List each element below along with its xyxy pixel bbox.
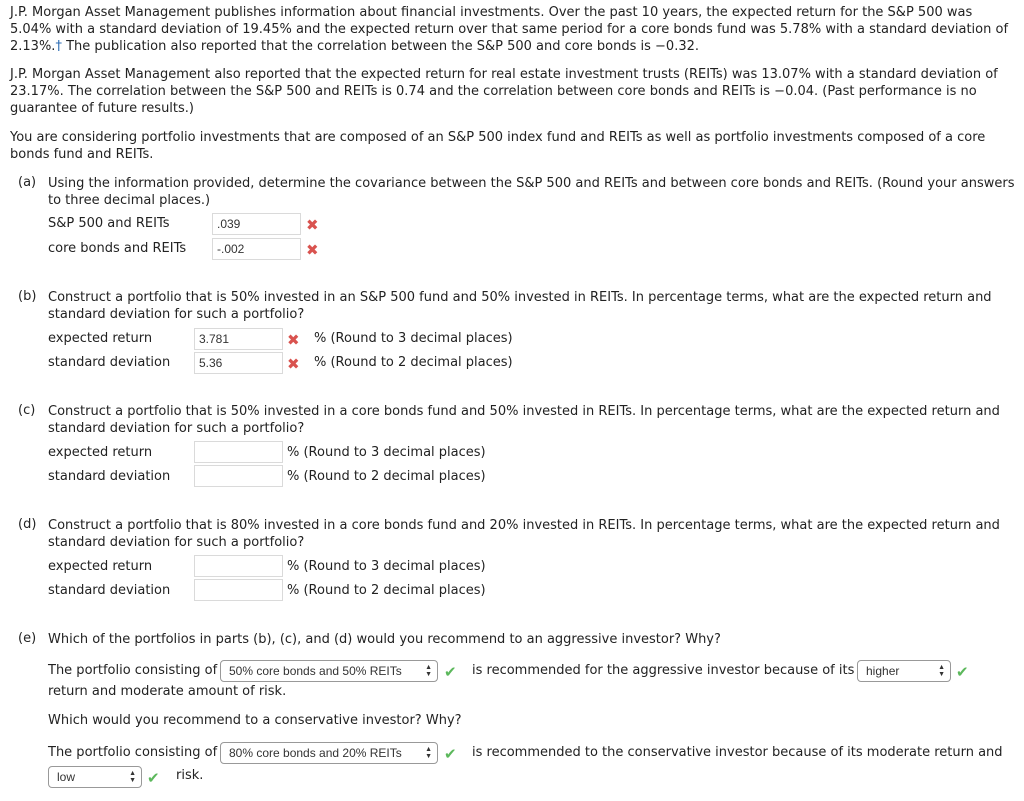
part-e-letter: (e) — [18, 631, 37, 646]
aggressive-suffix-text: return and moderate amount of risk. — [48, 684, 287, 699]
conservative-prefix-text: The portfolio consisting of — [48, 745, 218, 760]
conservative-reason-select[interactable] — [48, 766, 142, 788]
part-d-letter: (d) — [18, 517, 37, 532]
correct-check-icon: ✔ — [444, 663, 457, 681]
part-c-question: Construct a portfolio that is 50% invested in a core bonds fund and 50% invested in REITs. In percentage terms, what are the expected return and standard deviation for such a portfolio? — [48, 404, 1000, 436]
part-b-sd-input[interactable]: 5.36 — [194, 352, 283, 374]
aggressive-portfolio-select[interactable] — [220, 660, 438, 682]
select-updown-icon: ▲ ▼ — [425, 746, 432, 760]
part-a-row1-label: S&P 500 and REITs — [48, 216, 170, 231]
conservative-question: Which would you recommend to a conservative investor? Why? — [48, 713, 462, 728]
select-updown-icon: ▲ ▼ — [425, 664, 432, 678]
aggressive-prefix-text: The portfolio consisting of — [48, 663, 218, 678]
aggressive-reason-select[interactable] — [857, 660, 951, 682]
part-a-letter: (a) — [18, 175, 37, 190]
intro-paragraph-3: You are considering portfolio investments that are composed of an S&P 500 index fund and REITs as well as portfolio investments composed of a core bonds fund and REITs. — [10, 130, 986, 162]
part-b-letter: (b) — [18, 289, 37, 304]
conservative-portfolio-select[interactable] — [220, 742, 438, 764]
incorrect-x-icon: ✖ — [287, 331, 300, 349]
part-d-er-label: expected return — [48, 559, 153, 574]
intro-paragraph-1: J.P. Morgan Asset Management publishes information about financial investments. Over the past 10 years, the expected return for the S&P 500 was 5.04% with a standard deviation of 19.45% and the expected return over that same period for a core bonds fund was 5.78% with a standard deviation of 2.13%.† The publication also reported that the correlation between the S&P 500 and core bonds is −0.32. — [10, 5, 1009, 54]
part-a-row2-input[interactable]: -.002 — [212, 238, 301, 260]
part-c-sd-label: standard deviation — [48, 469, 171, 484]
part-b-er-hint: % (Round to 3 decimal places) — [314, 331, 513, 346]
part-a-row1-input[interactable]: .039 — [212, 213, 301, 235]
part-b-er-label: expected return — [48, 331, 153, 346]
part-b-er-input[interactable]: 3.781 — [194, 328, 283, 350]
part-c-letter: (c) — [18, 403, 36, 418]
correct-check-icon: ✔ — [956, 663, 969, 681]
part-d-er-input[interactable] — [194, 555, 283, 577]
conservative-middle-text: is recommended to the conservative investor because of its moderate return and — [472, 745, 1003, 760]
select-updown-icon: ▲ ▼ — [938, 664, 945, 678]
aggressive-portfolio-select-value: 50% core bonds and 50% REITs — [229, 664, 402, 678]
part-e-question: Which of the portfolios in parts (b), (c), and (d) would you recommend to an aggressive investor? Why? — [48, 632, 721, 647]
incorrect-x-icon: ✖ — [306, 241, 319, 259]
conservative-suffix-text: risk. — [176, 768, 204, 783]
conservative-reason-select-value: low — [57, 770, 76, 784]
part-d-sd-label: standard deviation — [48, 583, 171, 598]
part-d-sd-input[interactable] — [194, 579, 283, 601]
part-c-er-hint: % (Round to 3 decimal places) — [287, 445, 486, 460]
part-a-question: Using the information provided, determine the covariance between the S&P 500 and REITs and between core bonds and REITs. (Round your answers to three decimal places.) — [48, 176, 1015, 208]
aggressive-middle-text: is recommended for the aggressive investor because of its — [472, 663, 855, 678]
part-b-question: Construct a portfolio that is 50% invested in an S&P 500 fund and 50% invested in REITs. In percentage terms, what are the expected return and standard deviation for such a portfolio? — [48, 290, 992, 322]
part-d-question: Construct a portfolio that is 80% invested in a core bonds fund and 20% invested in REITs. In percentage terms, what are the expected return and standard deviation for such a portfolio? — [48, 518, 1000, 550]
footnote-dagger-link[interactable]: † — [55, 39, 62, 54]
part-c-er-label: expected return — [48, 445, 153, 460]
select-updown-icon: ▲ ▼ — [129, 770, 136, 784]
correct-check-icon: ✔ — [147, 769, 160, 787]
part-c-er-input[interactable] — [194, 441, 283, 463]
part-b-sd-hint: % (Round to 2 decimal places) — [314, 355, 513, 370]
conservative-portfolio-select-value: 80% core bonds and 20% REITs — [229, 746, 402, 760]
incorrect-x-icon: ✖ — [287, 355, 300, 373]
aggressive-reason-select-value: higher — [866, 664, 900, 678]
part-c-sd-input[interactable] — [194, 465, 283, 487]
part-c-sd-hint: % (Round to 2 decimal places) — [287, 469, 486, 484]
intro-paragraph-2: J.P. Morgan Asset Management also reported that the expected return for real estate investment trusts (REITs) was 13.07% with a standard deviation of 23.17%. The correlation between the S&P 500 and REITs is 0.74 and the correlation between core bonds and REITs is −0.04. (Past performance is no guarantee of future results.) — [10, 67, 998, 116]
part-a-row2-label: core bonds and REITs — [48, 241, 187, 256]
correct-check-icon: ✔ — [444, 745, 457, 763]
part-d-er-hint: % (Round to 3 decimal places) — [287, 559, 486, 574]
part-b-sd-label: standard deviation — [48, 355, 171, 370]
part-d-sd-hint: % (Round to 2 decimal places) — [287, 583, 486, 598]
incorrect-x-icon: ✖ — [306, 216, 319, 234]
